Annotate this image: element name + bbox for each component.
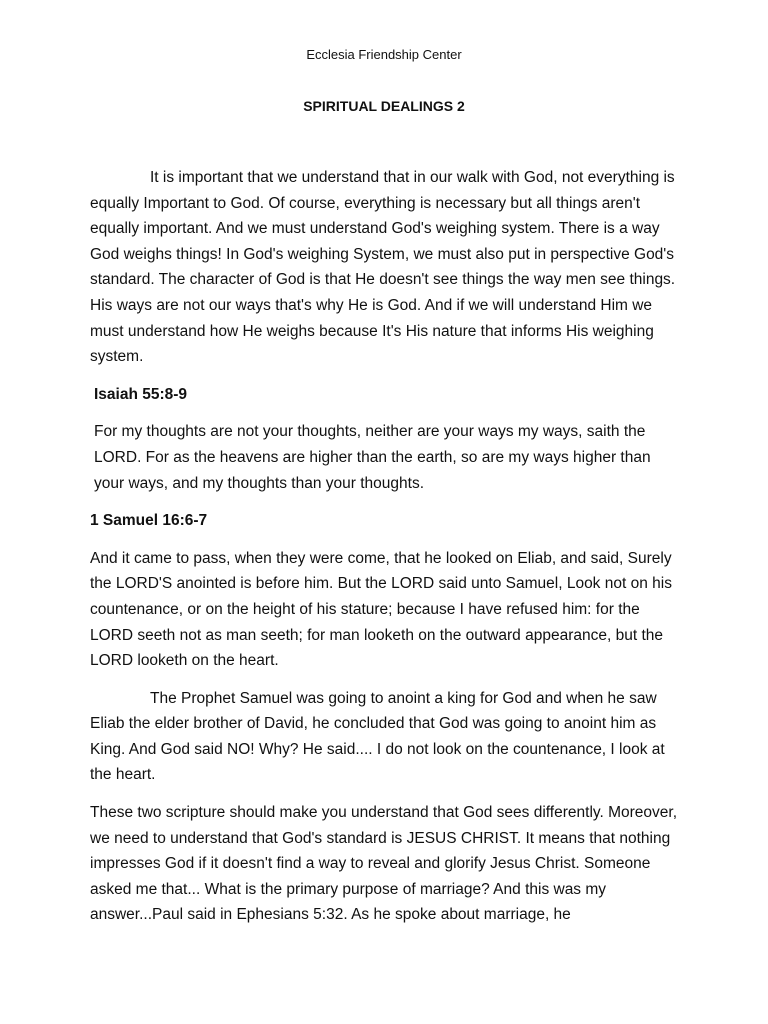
- scripture-text-samuel: And it came to pass, when they were come, that he looked on Eliab, and said, Surely the LORD'S anointed is before him. But the LORD said unto Samuel, Look not on his countenance, or on the height of his stature; because I have refused him: for the LORD seeth not as man seeth; for man looketh on the outward appearance, but the LORD looketh on the heart.: [90, 549, 672, 670]
- commentary-paragraph: The Prophet Samuel was going to anoint a king for God and when he saw Eliab the elder brother of David, he concluded that God was going to anoint him as King. And God said NO! Why? He said.... I do not look on the countenance, I look at the heart.: [90, 689, 665, 784]
- intro-paragraph: It is important that we understand that in our walk with God, not everything is equally Important to God. Of course, everything is necessary but all things aren't equally important. And we must understand God's weighing system. There is a way God weighs things! In God's weighing System, we must also put in perspective God's standard. The character of God is that He doesn't see things the way men see things. His ways are not our ways that's why He is God. And if we will understand Him we must understand how He weighs because It's His nature that informs His weighing system.: [90, 169, 676, 366]
- scripture-text-isaiah: For my thoughts are not your thoughts, neither are your ways my ways, saith the LORD. For as the heavens are higher than the earth, so are my ways higher than your ways, and my thoughts than your thoughts.: [94, 423, 651, 492]
- page-header: Ecclesia Friendship Center: [306, 47, 462, 62]
- scripture-reference-samuel: 1 Samuel 16:6-7: [90, 512, 208, 530]
- document-body: [90, 165, 682, 940]
- scripture-reference-isaiah: Isaiah 55:8-9: [94, 385, 188, 403]
- document-title: SPIRITUAL DEALINGS 2: [303, 98, 465, 114]
- closing-paragraph: These two scripture should make you understand that God sees differently. Moreover, we need to understand that God's standard is JESUS CHRIST. It means that nothing impresses God if it doesn't find a way to reveal and glorify Jesus Christ. Someone asked me that... What is the primary purpose of marriage? And this was my answer...Paul said in Ephesians 5:32. As he spoke about marriage, he: [90, 804, 678, 924]
